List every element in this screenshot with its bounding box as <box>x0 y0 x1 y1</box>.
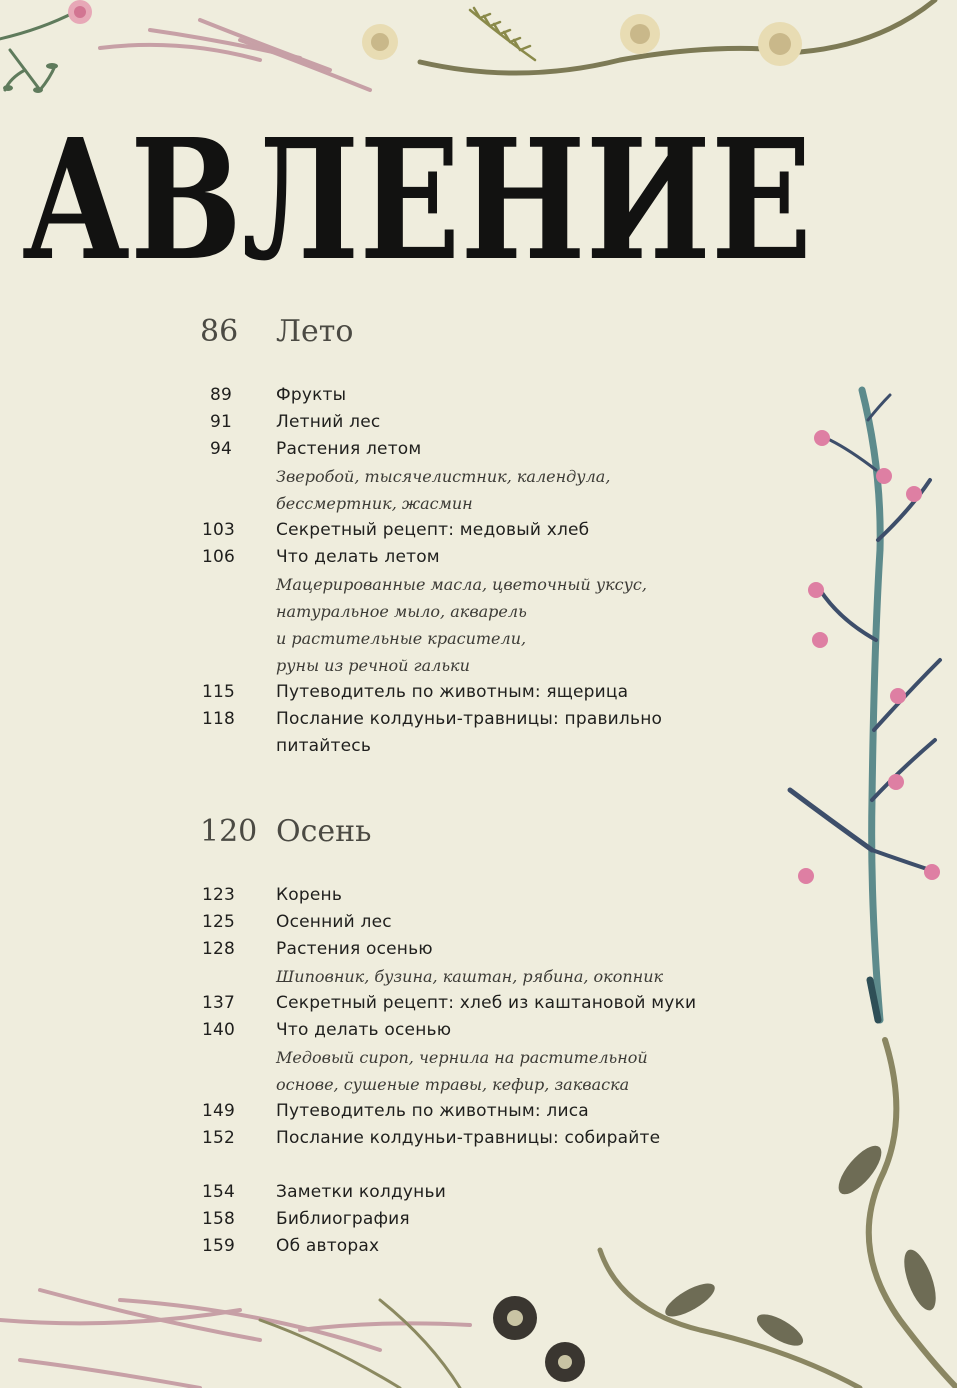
section-name: Осень <box>276 814 372 849</box>
contents-title <box>22 103 822 298</box>
toc-section-summer <box>200 314 780 760</box>
bottom-dark-flowers <box>493 1296 585 1382</box>
entry-title: Послание колдуньи-травницы: правильно <box>276 709 663 729</box>
entry-page-number: 128 <box>202 939 236 959</box>
entry-page-number: 115 <box>202 682 236 702</box>
top-left-sprig <box>0 12 75 93</box>
toc-entry <box>200 1125 780 1152</box>
entry-subtitle-line: Шиповник, бузина, каштан, рябина, окопник <box>276 967 664 986</box>
toc-entry <box>200 1098 780 1125</box>
table-of-contents <box>200 314 780 1260</box>
entry-title: Путеводитель по животным: лиса <box>276 1101 589 1121</box>
entry-page-number: 91 <box>210 412 233 432</box>
title-lettering <box>22 103 822 298</box>
toc-entry <box>200 990 780 1017</box>
section-page-number: 86 <box>200 314 239 349</box>
entry-title: Секретный рецепт: медовый хлеб <box>276 520 590 540</box>
entry-page-number: 154 <box>202 1182 236 1202</box>
entry-subtitle-line: Зверобой, тысячелистник, календула, <box>276 467 611 486</box>
entry-title: Заметки колдуньи <box>276 1182 446 1202</box>
entry-title-continued: питайтесь <box>276 736 372 756</box>
top-left-flower <box>68 0 92 24</box>
toc-entry <box>200 1233 780 1260</box>
entry-title: Об авторах <box>276 1236 380 1256</box>
section-entries <box>200 382 780 760</box>
entry-page-number: 89 <box>210 385 233 405</box>
entry-page-number: 140 <box>202 1020 236 1040</box>
section-heading <box>200 314 780 358</box>
toc-entry <box>200 1206 780 1233</box>
toc-entry <box>200 517 780 544</box>
bottom-pink-grass <box>0 1290 470 1388</box>
entry-title: Секретный рецепт: хлеб из каштановой муки <box>276 993 697 1013</box>
section-name: Лето <box>276 314 354 349</box>
top-fern <box>470 8 535 60</box>
top-right-daisies <box>362 0 935 73</box>
entry-title: Летний лес <box>276 412 381 432</box>
toc-entry <box>200 409 780 436</box>
section-page-number: 120 <box>200 814 258 849</box>
top-pink-grass <box>100 20 370 90</box>
toc-section-autumn <box>200 814 780 1152</box>
entry-title: Растения летом <box>276 439 422 459</box>
entry-page-number: 159 <box>202 1236 236 1256</box>
right-berry-plant <box>790 390 940 1020</box>
entry-subtitle-line: бессмертник, жасмин <box>276 494 473 513</box>
entry-subtitle-line: и растительные красители, <box>276 629 527 648</box>
entry-page-number: 137 <box>202 993 236 1013</box>
toc-entry <box>200 706 780 733</box>
entry-title: Библиография <box>276 1209 410 1229</box>
section-heading <box>200 814 780 858</box>
toc-entry <box>200 1179 780 1206</box>
toc-entry <box>200 1017 780 1044</box>
entry-page-number: 103 <box>202 520 236 540</box>
entry-subtitle-line: руны из речной гальки <box>276 656 470 675</box>
entry-subtitle-line: основе, сушеные травы, кефир, закваска <box>276 1075 630 1094</box>
title-text: АВЛЕНИЕ <box>22 103 812 298</box>
entry-page-number: 94 <box>210 439 233 459</box>
entry-page-number: 123 <box>202 885 236 905</box>
toc-entry <box>200 936 780 963</box>
toc-entry <box>200 882 780 909</box>
entry-page-number: 158 <box>202 1209 236 1229</box>
entry-title: Фрукты <box>276 385 347 405</box>
toc-entry <box>200 436 780 463</box>
section-entries <box>200 882 780 1152</box>
toc-extras <box>200 1179 780 1260</box>
entry-subtitle-line: натуральное мыло, акварель <box>276 602 527 621</box>
entry-page-number: 106 <box>202 547 236 567</box>
entry-title: Послание колдуньи-травницы: собирайте <box>276 1128 661 1148</box>
entry-title: Растения осенью <box>276 939 433 959</box>
entry-page-number: 152 <box>202 1128 236 1148</box>
toc-entry <box>200 382 780 409</box>
toc-entry-continuation <box>200 733 780 760</box>
entry-page-number: 118 <box>202 709 236 729</box>
right-berries <box>798 430 940 884</box>
entry-title: Корень <box>276 885 343 905</box>
section-spacer <box>200 760 780 814</box>
toc-entry <box>200 909 780 936</box>
entry-title: Что делать осенью <box>276 1020 452 1040</box>
extras-spacer <box>200 1152 780 1179</box>
entry-subtitle-line: Медовый сироп, чернила на растительной <box>276 1048 648 1067</box>
bottom-olive-grass <box>260 1300 460 1388</box>
toc-entry <box>200 544 780 571</box>
entry-title: Путеводитель по животным: ящерица <box>276 682 629 702</box>
toc-entry <box>200 679 780 706</box>
entry-page-number: 125 <box>202 912 236 932</box>
entry-subtitle-line: Мацерированные масла, цветочный уксус, <box>276 575 647 594</box>
entry-title: Что делать летом <box>276 547 440 567</box>
entry-page-number: 149 <box>202 1101 236 1121</box>
entry-title: Осенний лес <box>276 912 392 932</box>
